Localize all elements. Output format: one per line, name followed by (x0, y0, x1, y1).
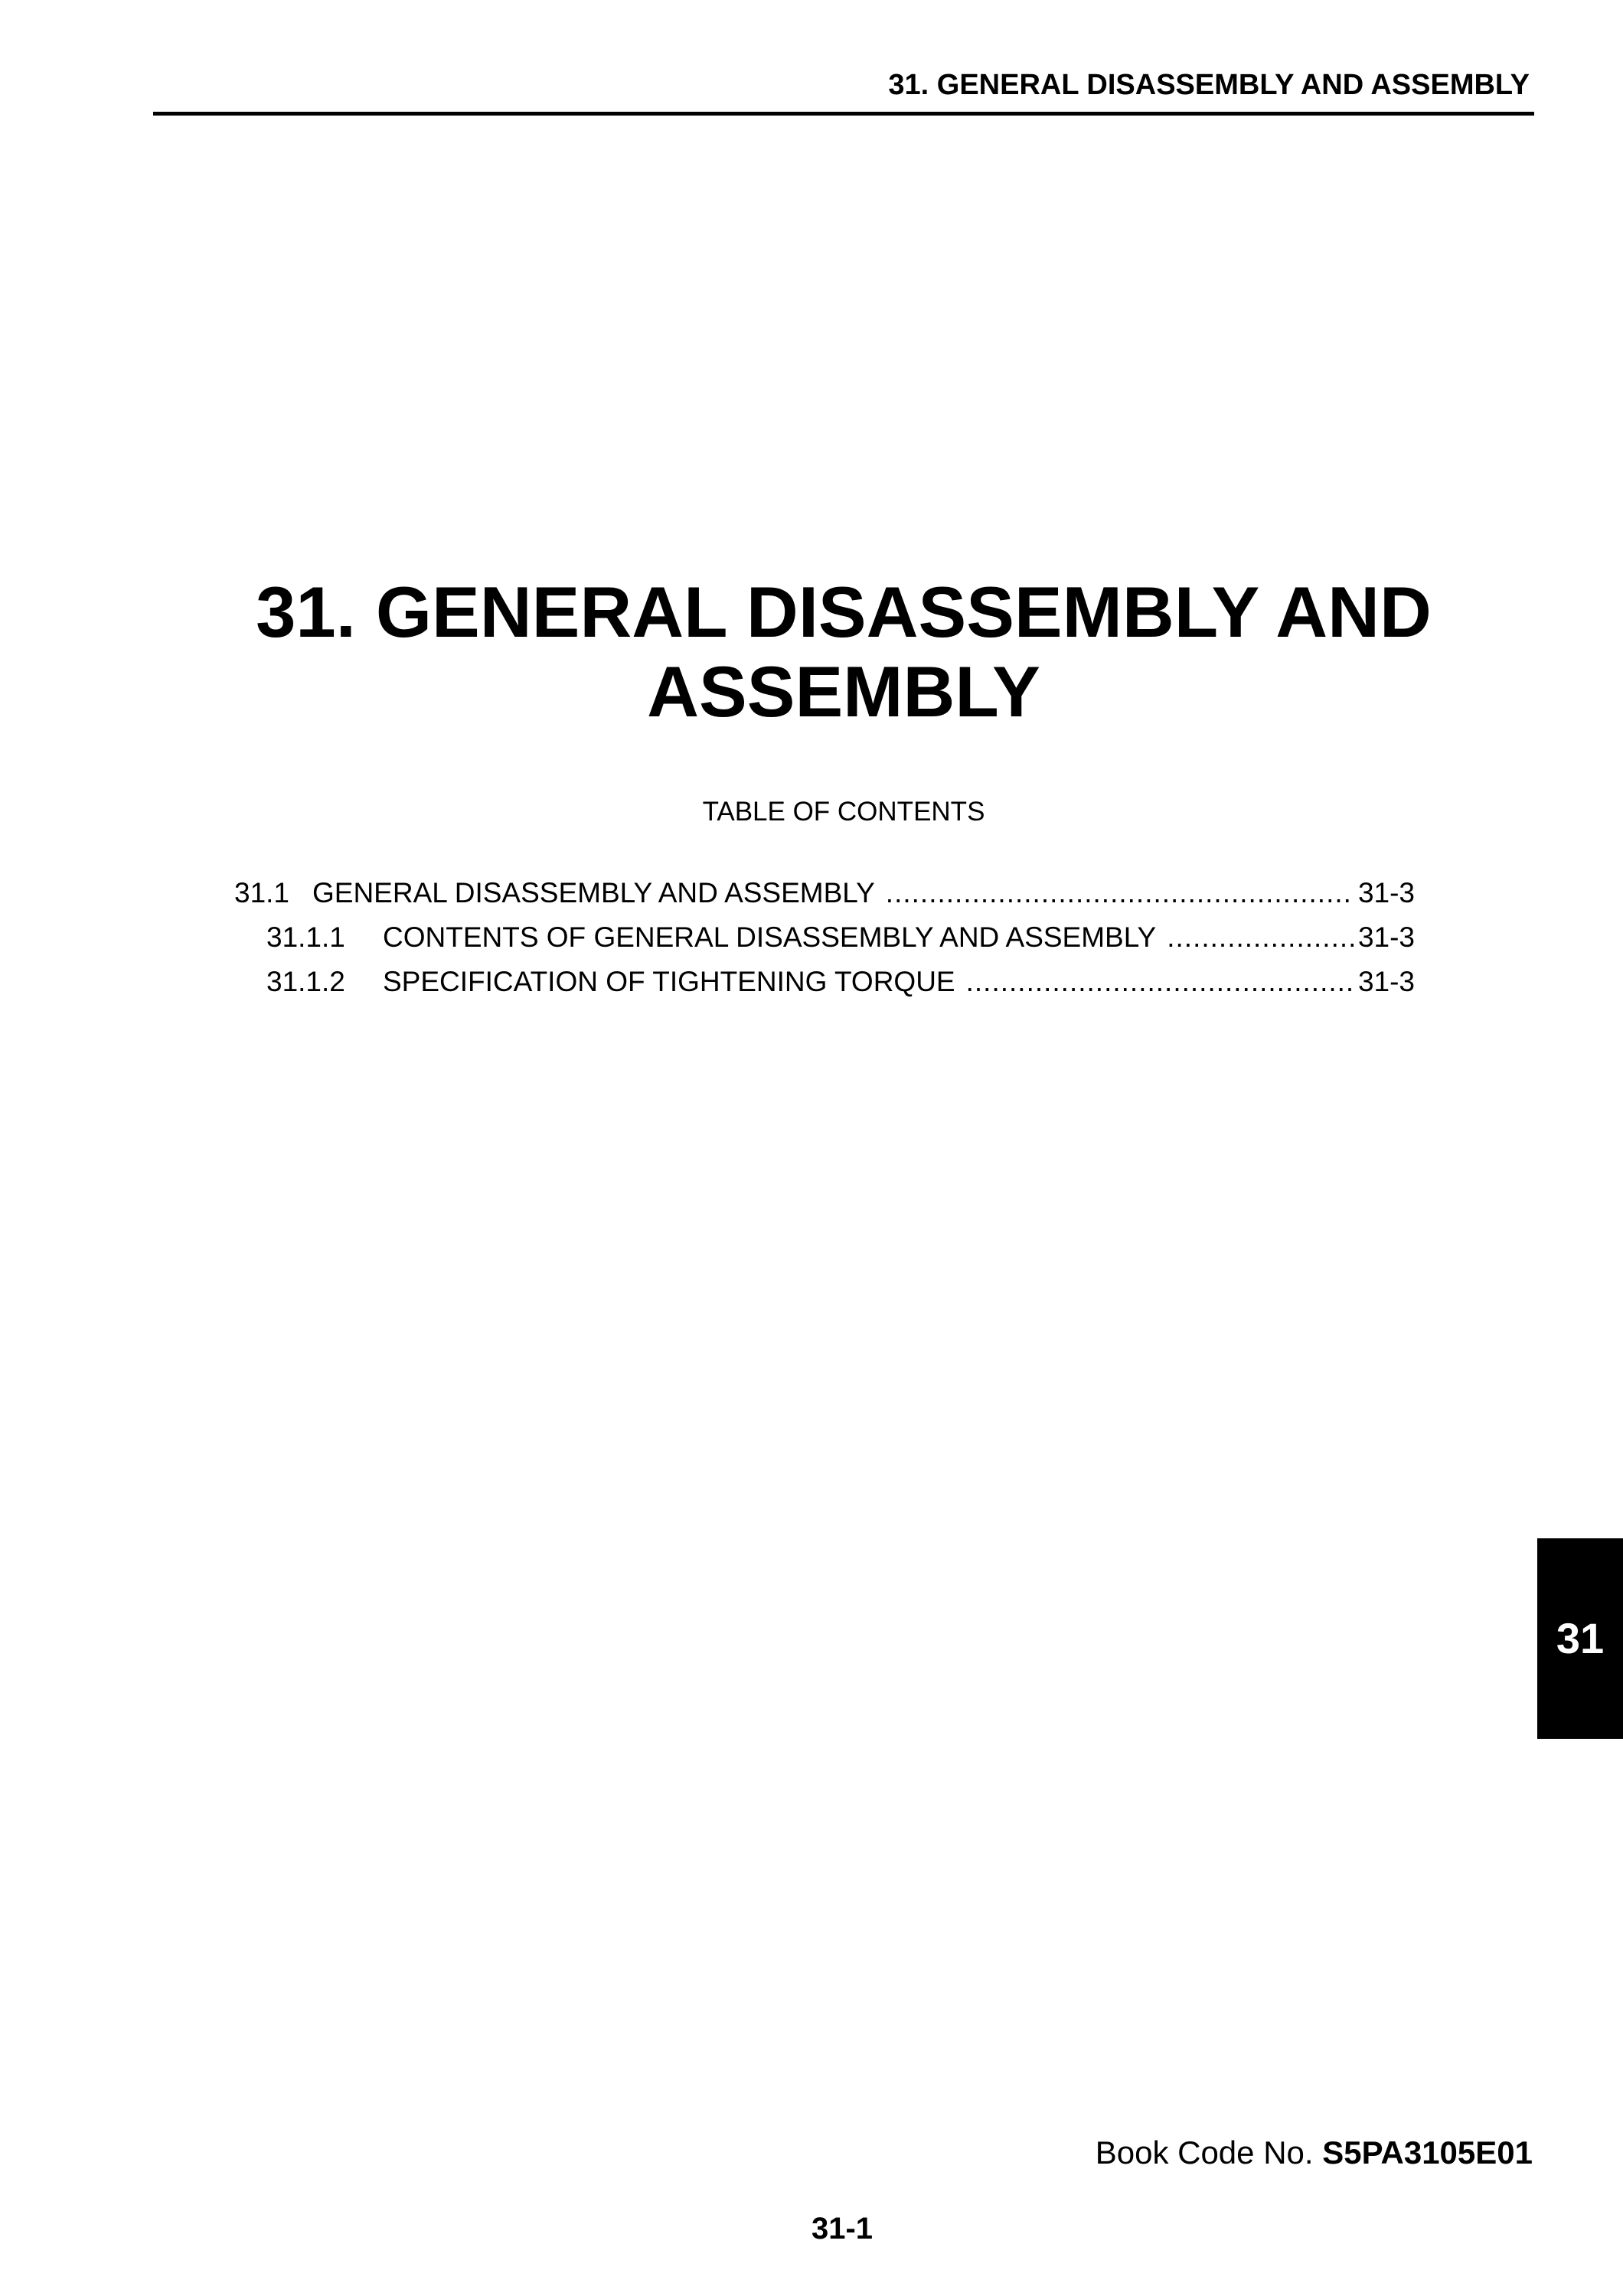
toc-entry-title: CONTENTS OF GENERAL DISASSEMBLY AND ASSEMBLY (383, 921, 1157, 953)
toc-entry-page: 31-3 (1357, 921, 1415, 953)
running-header: 31. GENERAL DISASSEMBLY AND ASSEMBLY (888, 69, 1530, 101)
book-code (919, 2134, 1533, 2172)
chapter-side-tab (1537, 1538, 1623, 1739)
toc-entry-number: 31.1 (234, 877, 290, 908)
book-code-value: S5PA3105E01 (1322, 2135, 1533, 2170)
toc-heading: TABLE OF CONTENTS (702, 797, 985, 827)
toc-entry-31-1-1[interactable] (234, 921, 1415, 966)
toc-entry-page: 31-3 (1357, 877, 1415, 908)
header-rule (153, 112, 1534, 116)
toc-entry-title: GENERAL DISASSEMBLY AND ASSEMBLY (312, 877, 875, 908)
toc-dot-leader (886, 877, 1354, 909)
toc-entry-number: 31.1.1 (266, 921, 345, 953)
chapter-title-line-2: ASSEMBLY (647, 651, 1040, 732)
toc-entry-31-1-2[interactable] (234, 966, 1415, 1010)
toc-dot-leader (1167, 921, 1354, 954)
toc-entry-title: SPECIFICATION OF TIGHTENING TORQUE (383, 966, 955, 997)
toc-entry-number: 31.1.2 (266, 966, 345, 997)
toc-dot-leader (966, 966, 1354, 998)
table-of-contents (234, 877, 1415, 1010)
toc-entry-page: 31-3 (1357, 966, 1415, 997)
toc-entry-31-1[interactable] (234, 877, 1415, 921)
chapter-title-line-1: 31. GENERAL DISASSEMBLY AND (256, 572, 1432, 652)
book-code-label: Book Code No. (1095, 2135, 1314, 2170)
chapter-side-tab-label: 31 (1556, 1614, 1605, 1662)
page-number: 31-1 (811, 2212, 874, 2245)
chapter-title (153, 572, 1534, 732)
